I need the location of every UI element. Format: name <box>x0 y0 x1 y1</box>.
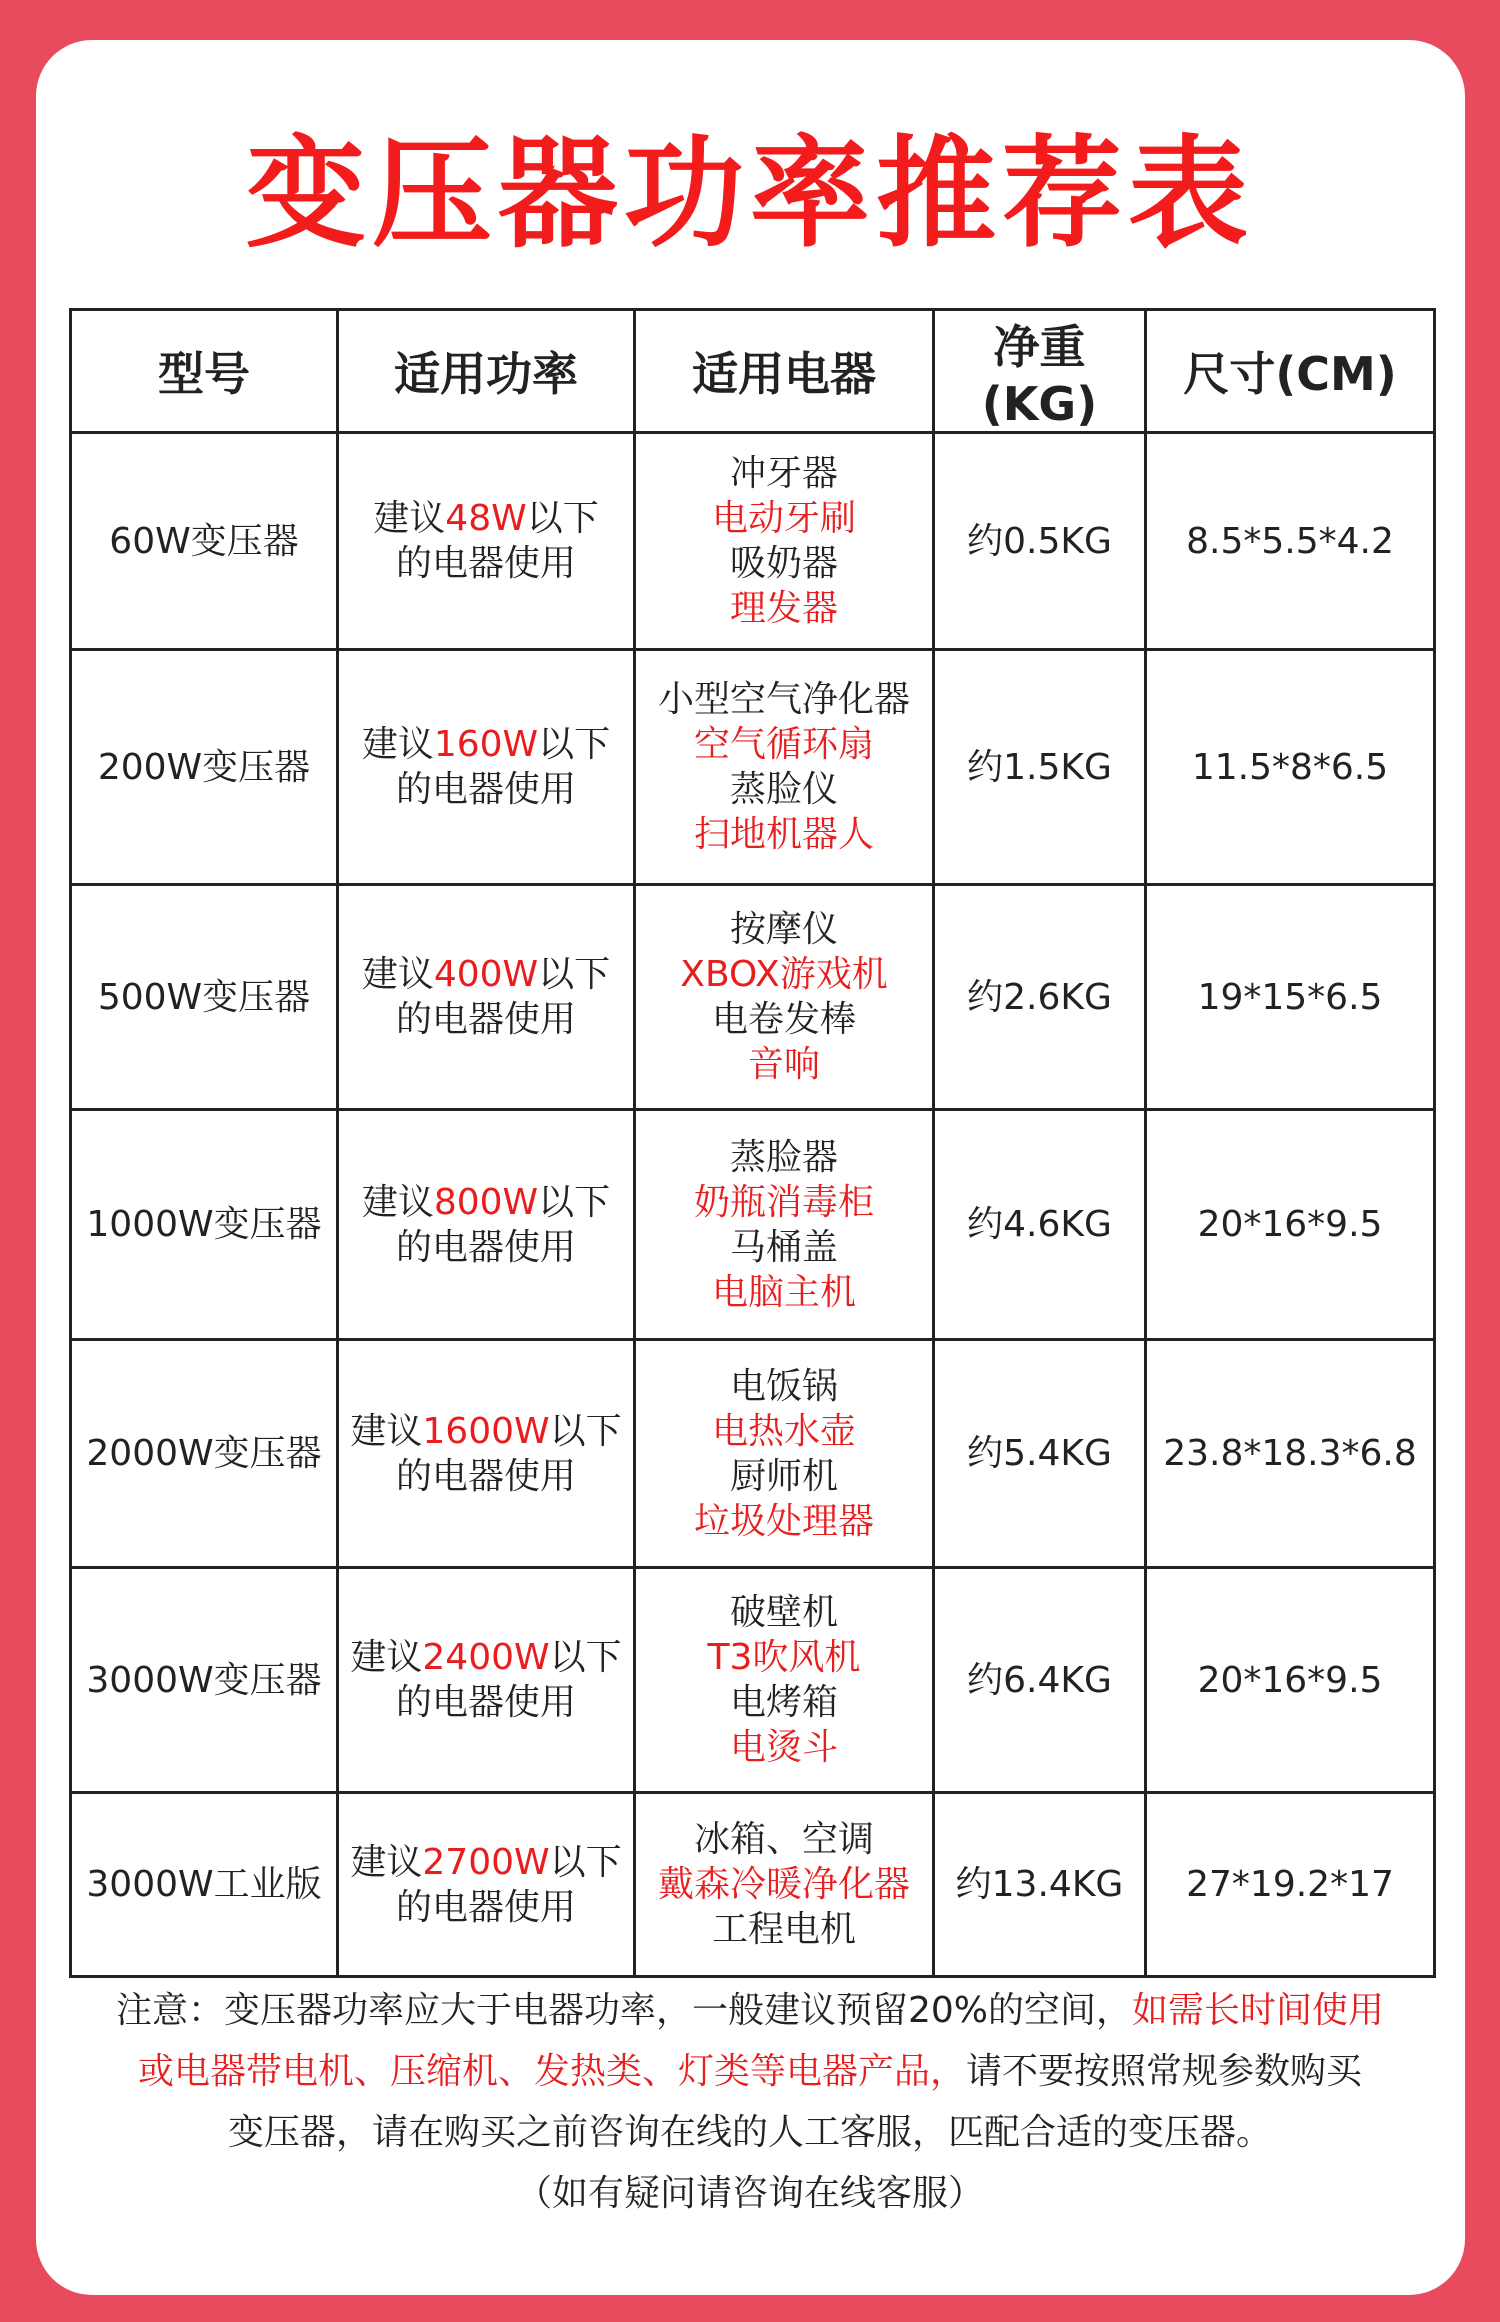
weight-cell: 约2.6KG <box>934 885 1146 1110</box>
table-row <box>71 433 1435 650</box>
appliances-cell <box>635 1340 934 1568</box>
power-cell <box>338 1110 635 1340</box>
size-cell: 23.8*18.3*6.8 <box>1146 1340 1435 1568</box>
appliance-item: 音响 <box>747 1044 820 1085</box>
weight-cell: 约13.4KG <box>934 1793 1146 1977</box>
appliance-item: 按摩仪 <box>729 909 838 950</box>
appliances-cell <box>635 885 934 1110</box>
weight-cell: 约1.5KG <box>934 650 1146 885</box>
appliances-cell <box>635 1568 934 1793</box>
appliance-item: 理发器 <box>729 588 838 629</box>
power-usage: 的电器使用 <box>395 769 576 810</box>
appliance-item: 厨师机 <box>729 1455 838 1497</box>
power-cell <box>338 1568 635 1793</box>
power-usage: 的电器使用 <box>395 543 576 584</box>
power-prefix: 建议 <box>350 1410 423 1452</box>
power-value: 160W <box>433 724 539 765</box>
notice-line-2 <box>50 2041 1450 2102</box>
power-usage: 的电器使用 <box>395 1455 576 1497</box>
weight-cell: 约6.4KG <box>934 1568 1146 1793</box>
notice-warning: 如需长时间使用 <box>1132 1990 1385 2031</box>
notice-part: 请不要按照常规参数购买 <box>966 2051 1363 2092</box>
appliance-item: 电烫斗 <box>729 1727 838 1768</box>
appliance-item: 蒸脸器 <box>729 1136 838 1178</box>
model-cell: 3000W工业版 <box>71 1793 338 1977</box>
model-cell: 2000W变压器 <box>71 1340 338 1568</box>
appliance-item: 工程电机 <box>711 1909 856 1950</box>
appliance-item: 空气循环扇 <box>693 724 874 765</box>
appliance-item: 蒸脸仪 <box>729 769 838 810</box>
weight-cell: 约4.6KG <box>934 1110 1146 1340</box>
size-cell: 11.5*8*6.5 <box>1146 650 1435 885</box>
power-prefix: 建议 <box>373 498 446 539</box>
notice-part: 注意：变压器功率应大于电器功率，一般建议预留20%的空间， <box>115 1990 1132 2031</box>
size-cell: 20*16*9.5 <box>1146 1110 1435 1340</box>
appliances-cell <box>635 433 934 650</box>
table-row <box>71 1340 1435 1568</box>
size-cell: 20*16*9.5 <box>1146 1568 1435 1793</box>
header-appliances: 适用电器 <box>635 310 934 433</box>
notice-text <box>50 1980 1450 2224</box>
header-power: 适用功率 <box>338 310 635 433</box>
appliance-item: 电烤箱 <box>729 1682 838 1723</box>
table-row <box>71 1110 1435 1340</box>
model-cell: 60W变压器 <box>71 433 338 650</box>
page-title: 变压器功率推荐表 <box>246 125 1254 264</box>
appliance-item: 破壁机 <box>729 1592 838 1633</box>
appliance-item: 电脑主机 <box>711 1271 856 1313</box>
power-prefix: 建议 <box>361 954 434 995</box>
size-cell: 8.5*5.5*4.2 <box>1146 433 1435 650</box>
appliance-item: 扫地机器人 <box>693 814 874 855</box>
table-row <box>71 1568 1435 1793</box>
appliances-cell <box>635 1110 934 1340</box>
power-cell <box>338 433 635 650</box>
power-suffix: 以下 <box>538 724 611 765</box>
appliance-item: 戴森冷暖净化器 <box>657 1864 910 1905</box>
model-cell: 200W变压器 <box>71 650 338 885</box>
notice-line-1 <box>50 1980 1450 2041</box>
appliance-item: 吸奶器 <box>729 543 838 584</box>
table-row <box>71 885 1435 1110</box>
power-usage: 的电器使用 <box>395 999 576 1040</box>
appliance-item: 冰箱、空调 <box>693 1819 874 1860</box>
power-value: 48W <box>445 498 527 539</box>
power-value: 2700W <box>422 1841 550 1883</box>
power-cell <box>338 1340 635 1568</box>
power-suffix: 以下 <box>549 1841 622 1883</box>
recommendation-table <box>69 308 1436 1978</box>
power-suffix: 以下 <box>549 1410 622 1452</box>
notice-warning: 或电器带电机、压缩机、发热类、灯类等电器产品， <box>137 2051 966 2092</box>
power-suffix: 以下 <box>538 1181 611 1223</box>
size-cell: 19*15*6.5 <box>1146 885 1435 1110</box>
table-row <box>71 650 1435 885</box>
weight-cell: 约5.4KG <box>934 1340 1146 1568</box>
model-cell: 500W变压器 <box>71 885 338 1110</box>
table-header-row <box>71 310 1435 433</box>
appliance-item: 电卷发棒 <box>711 999 856 1040</box>
size-cell: 27*19.2*17 <box>1146 1793 1435 1977</box>
appliance-item: 冲牙器 <box>729 453 838 494</box>
power-prefix: 建议 <box>361 1181 434 1223</box>
header-model: 型号 <box>71 310 338 433</box>
power-usage: 的电器使用 <box>395 1226 576 1268</box>
appliance-item: T3吹风机 <box>707 1637 861 1678</box>
weight-cell: 约0.5KG <box>934 433 1146 650</box>
power-prefix: 建议 <box>350 1637 423 1678</box>
power-cell <box>338 885 635 1110</box>
appliance-item: 小型空气净化器 <box>657 679 910 720</box>
appliance-item: 电饭锅 <box>729 1365 838 1407</box>
appliances-cell <box>635 650 934 885</box>
model-cell: 1000W变压器 <box>71 1110 338 1340</box>
power-suffix: 以下 <box>538 954 611 995</box>
appliance-item: 垃圾处理器 <box>693 1500 874 1542</box>
appliance-item: XBOX游戏机 <box>680 954 888 995</box>
power-suffix: 以下 <box>549 1637 622 1678</box>
power-usage: 的电器使用 <box>395 1886 576 1928</box>
power-value: 400W <box>433 954 539 995</box>
notice-consult: （如有疑问请咨询在线客服） <box>515 2173 984 2214</box>
power-value: 800W <box>433 1181 539 1223</box>
appliance-item: 电动牙刷 <box>711 498 856 539</box>
notice-line-3: 变压器，请在购买之前咨询在线的人工客服，匹配合适的变压器。 <box>227 2112 1272 2153</box>
header-weight: 净重(KG) <box>934 310 1146 433</box>
power-value: 1600W <box>422 1410 550 1452</box>
power-usage: 的电器使用 <box>395 1682 576 1723</box>
header-size: 尺寸(CM) <box>1146 310 1435 433</box>
appliances-cell <box>635 1793 934 1977</box>
power-prefix: 建议 <box>361 724 434 765</box>
power-prefix: 建议 <box>350 1841 423 1883</box>
power-cell <box>338 650 635 885</box>
appliance-item: 奶瓶消毒柜 <box>693 1181 874 1223</box>
power-cell <box>338 1793 635 1977</box>
table-row <box>71 1793 1435 1977</box>
power-value: 2400W <box>422 1637 550 1678</box>
appliance-item: 电热水壶 <box>711 1410 856 1452</box>
power-suffix: 以下 <box>526 498 599 539</box>
appliance-item: 马桶盖 <box>729 1226 838 1268</box>
model-cell: 3000W变压器 <box>71 1568 338 1793</box>
